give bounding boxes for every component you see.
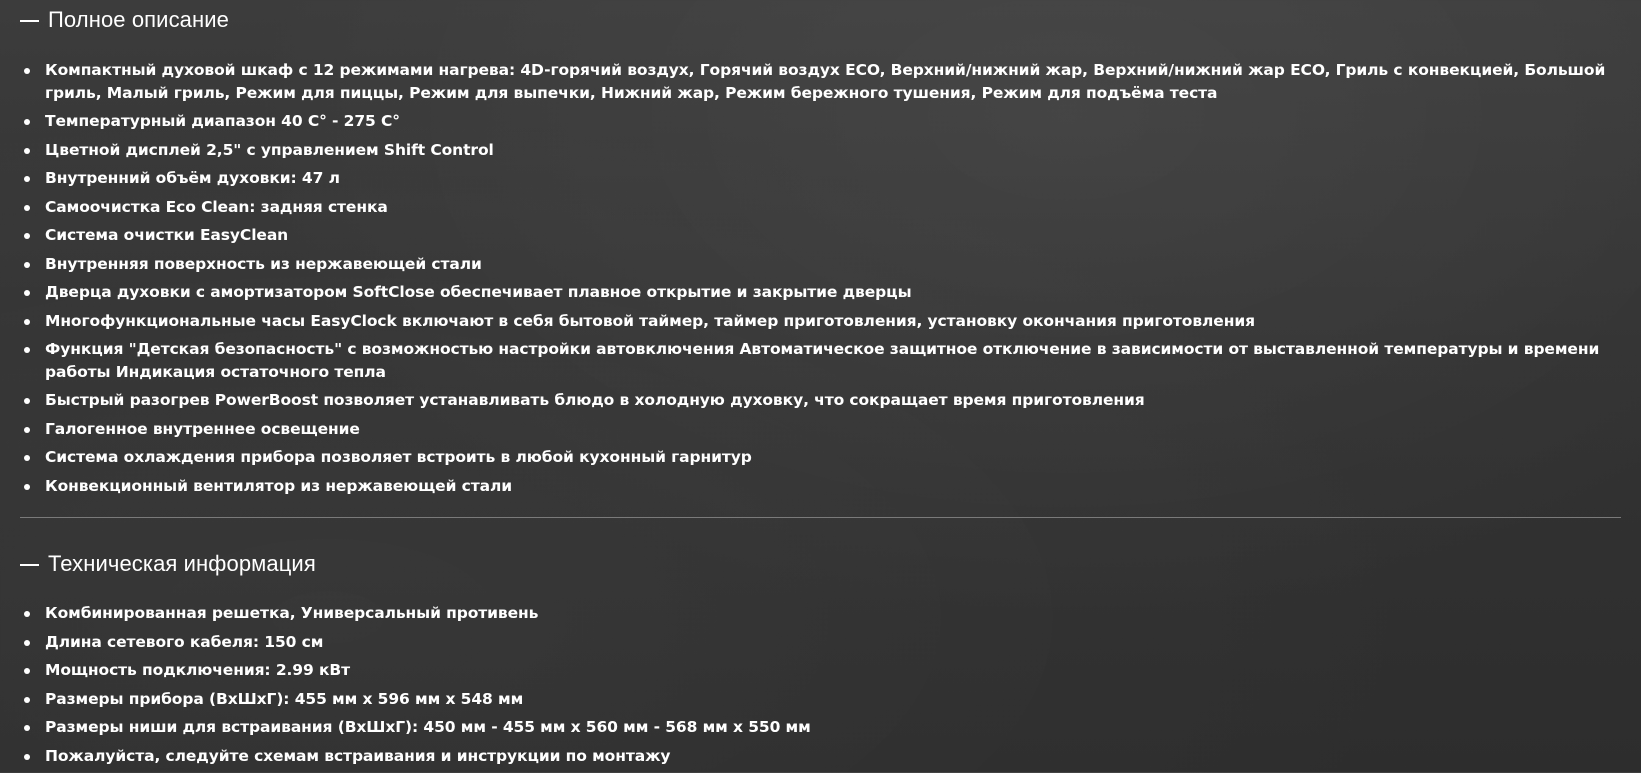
list-item-text: Внутренний объём духовки: 47 л: [45, 169, 340, 187]
bullet-icon: [24, 697, 30, 703]
list-item-text: Система очистки EasyClean: [45, 226, 289, 244]
list-item-text: Многофункциональные часы EasyClock включают в себя бытовой таймер, таймер приготовления, установку окончания приготовления: [45, 311, 1255, 330]
list-item: [20, 446, 1621, 469]
list-item: [20, 418, 1621, 441]
list-item: [20, 224, 1621, 247]
list-item: [20, 196, 1621, 219]
bullet-icon: [24, 398, 30, 404]
section-divider: [20, 517, 1621, 518]
list-item: [20, 167, 1621, 190]
bullet-icon: [24, 640, 30, 646]
list-item: [20, 389, 1621, 412]
bullet-icon: [24, 148, 30, 154]
bullet-icon: [24, 484, 30, 490]
bullet-icon: [24, 455, 30, 461]
section-title: Полное описание: [48, 7, 229, 32]
bullet-icon: [24, 68, 30, 74]
list-item-text: Цветной дисплей 2,5" с управлением Shift Control: [45, 140, 494, 159]
list-item-text: Мощность подключения: 2.99 кВт: [45, 661, 350, 679]
bullet-icon: [24, 290, 30, 296]
full-description-toggle[interactable]: [20, 5, 1621, 35]
bullet-icon: [24, 668, 30, 674]
list-item-text: Комбинированная решетка, Универсальный противень: [45, 604, 539, 622]
list-item-text: Быстрый разогрев PowerBoost позволяет устанавливать блюдо в холодную духовку, что сокращает время приготовления: [45, 391, 1145, 409]
list-item-text: Самоочистка Eco Clean: задняя стенка: [45, 197, 388, 216]
list-item-text: Размеры прибора (ВхШхГ): 455 мм x 596 мм x 548 мм: [45, 689, 524, 708]
list-item-text: Длина сетевого кабеля: 150 см: [45, 632, 324, 651]
list-item: [20, 745, 1621, 768]
list-item-text: Компактный духовой шкаф с 12 режимами нагрева: 4D-горячий воздух, Горячий воздух ECO, Верхний/нижний жар, Верхний/нижний жар ECO, Гриль с конвекцией, Большой гриль, Малый гриль, Режим для пиццы, Режим для выпечки, Нижний жар, Режим бережного тушения, Режим для подъёма теста: [45, 61, 1606, 102]
technical-info-section: [20, 549, 1621, 773]
section-title: Техническая информация: [48, 551, 316, 576]
full-description-section: [20, 5, 1621, 503]
bullet-icon: [24, 754, 30, 760]
list-item: [20, 602, 1621, 625]
technical-info-toggle[interactable]: [20, 549, 1621, 579]
list-item: [20, 110, 1621, 133]
collapse-dash-icon: [20, 20, 39, 22]
list-item-text: Функция "Детская безопасность" с возможностью настройки автовключения Автоматическое защитное отключение в зависимости от выставленной температуры и времени работы Индикация остаточного тепла: [45, 340, 1600, 381]
bullet-icon: [24, 427, 30, 433]
list-item: [20, 475, 1621, 498]
bullet-icon: [24, 725, 30, 731]
bullet-icon: [24, 176, 30, 182]
bullet-icon: [24, 611, 30, 617]
collapse-dash-icon: [20, 564, 39, 566]
list-item: [20, 716, 1621, 739]
spec-list: [20, 602, 1621, 767]
bullet-icon: [24, 262, 30, 268]
list-item: [20, 253, 1621, 276]
list-item: [20, 688, 1621, 711]
feature-list: [20, 59, 1621, 497]
list-item-text: Конвекционный вентилятор из нержавеющей стали: [45, 476, 512, 495]
list-item-text: Галогенное внутреннее освещение: [45, 419, 360, 438]
bullet-icon: [24, 319, 30, 325]
list-item-text: Система охлаждения прибора позволяет встроить в любой кухонный гарнитур: [45, 448, 752, 466]
bullet-icon: [24, 119, 30, 125]
list-item-text: Дверца духовки с амортизатором SoftClose обеспечивает плавное открытие и закрытие дверцы: [45, 283, 912, 301]
list-item: [20, 631, 1621, 654]
list-item-text: Пожалуйста, следуйте схемам встраивания и инструкции по монтажу: [45, 746, 671, 765]
list-item: [20, 338, 1621, 383]
list-item: [20, 59, 1621, 104]
list-item: [20, 139, 1621, 162]
list-item: [20, 281, 1621, 304]
list-item-text: Температурный диапазон 40 C° - 275 C°: [45, 112, 400, 130]
list-item-text: Размеры ниши для встраивания (ВхШхГ): 450 мм - 455 мм x 560 мм - 568 мм x 550 мм: [45, 718, 811, 736]
list-item-text: Внутренняя поверхность из нержавеющей стали: [45, 254, 482, 273]
list-item: [20, 659, 1621, 682]
bullet-icon: [24, 233, 30, 239]
bullet-icon: [24, 205, 30, 211]
list-item: [20, 310, 1621, 333]
bullet-icon: [24, 347, 30, 353]
